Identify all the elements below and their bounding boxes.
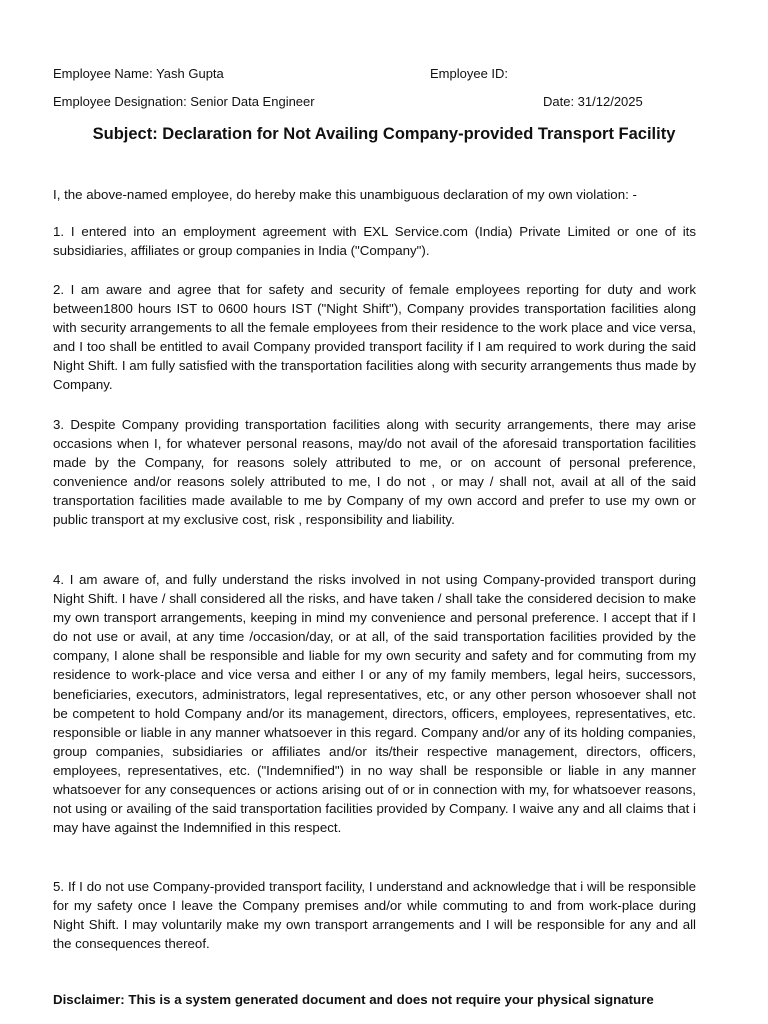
employee-id: Employee ID: bbox=[430, 66, 509, 81]
employee-name: Employee Name: Yash Gupta bbox=[53, 66, 224, 81]
intro-text: I, the above-named employee, do hereby make this unambiguous declaration of my own violation: - bbox=[53, 187, 637, 202]
paragraph-text: Despite Company providing transportation facilities along with security arrangements, there may arise occasions when I, for whatever personal reasons, may/do not avail of the aforesaid transportation facilities made by the Company, for reasons solely attributed to me, or on account of personal preference, convenience and/or reasons solely attributed to me, I do not , or may / shall not, avail at all of the said transportation facilities made available to me by Company of my own accord and prefer to use my own or public transport at my exclusive cost, risk , responsibility and liability. bbox=[53, 417, 696, 528]
disclaimer: Disclaimer: This is a system generated document and does not require your physical signature bbox=[53, 992, 654, 1007]
paragraph-text: I am aware of, and fully understand the risks involved in not using Company-provided transport during Night Shift. I have / shall considered all the risks, and have taken / shall take the considered decision to make my own transport arrangements, keeping in mind my convenience and personal preference. I accept that if I do not use or avail, at any time /occasion/day, or at all, of the said transportation facilities provided by the company, I alone shall be responsible and liable for my own security and safety and for commuting from my residence to work-place and vice versa and either I or any of my family members, legal heirs, successors, beneficiaries, executors, administrators, legal representatives, etc, or any other person whosoever shall not be competent to hold Company and/or its management, directors, officers, employees, representatives, etc. responsible or liable in any manner whatsoever in this regard. Company and/or any of its holding companies, group companies, subsidiaries or affiliates and/or its/their respective management, directors, officers, employees, representatives, etc. ("Indemnified") in no way shall be responsible or liable in any manner whatsoever for any consequences or actions arising out of or in connection with my, for whatsoever reasons, not using or availing of the said transportation facilities provided by Company. I waive any and all claims that i may have against the Indemnified in this respect. bbox=[53, 572, 696, 836]
paragraph-number: 5. bbox=[53, 879, 65, 894]
paragraph-2 bbox=[53, 280, 696, 395]
paragraph-text: I entered into an employment agreement with EXL Service.com (India) Private Limited or one of its subsidiaries, affiliates or group companies in India ("Company"). bbox=[53, 224, 696, 259]
paragraph-text: I am aware and agree that for safety and security of female employees reporting for duty and work between1800 hours IST to 0600 hours IST ("Night Shift"), Company provides transportation facilities along with security arrangements to all the female employees from their residence to the work place and vice versa, and I too shall be entitled to avail Company provided transport facility if I am required to work during the said Night Shift. I am fully satisfied with the transportation facilities along with security arrangements thus made by Company. bbox=[53, 282, 696, 393]
paragraph-number: 4. bbox=[53, 572, 65, 587]
paragraph-number: 2. bbox=[53, 282, 65, 297]
paragraph-number: 1. bbox=[53, 224, 65, 239]
paragraph-1 bbox=[53, 222, 696, 260]
subject-heading: Subject: Declaration for Not Availing Company-provided Transport Facility bbox=[92, 125, 676, 143]
paragraph-text: If I do not use Company-provided transport facility, I understand and acknowledge that i will be responsible for my safety once I leave the Company premises and/or while commuting to and from work-place during Night Shift. I may voluntarily make my own transport arrangements and I will be responsible for any and all the consequences thereof. bbox=[53, 879, 696, 952]
paragraph-5 bbox=[53, 877, 696, 953]
employee-designation: Employee Designation: Senior Data Engineer bbox=[53, 94, 315, 109]
paragraph-3 bbox=[53, 415, 696, 530]
paragraph-4 bbox=[53, 570, 696, 837]
document-date: Date: 31/12/2025 bbox=[543, 94, 643, 109]
paragraph-number: 3. bbox=[53, 417, 65, 432]
